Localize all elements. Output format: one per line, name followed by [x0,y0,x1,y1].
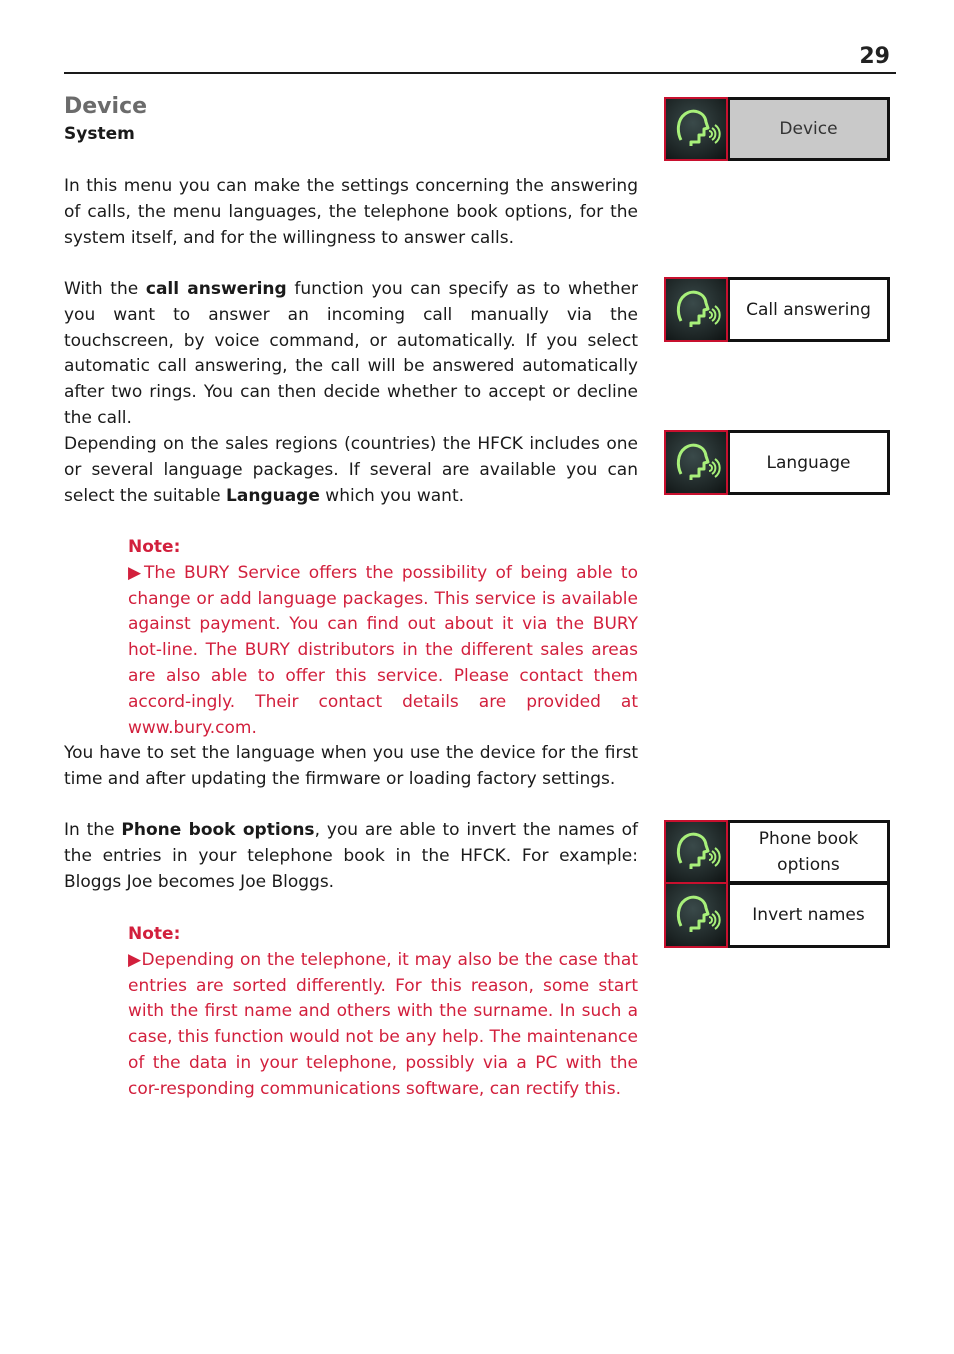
voice-command-head-icon [664,277,728,342]
invert-names-button[interactable] [664,882,890,948]
call-answering-button-label: Call answering [728,277,890,342]
language-paragraph: Depending on the sales regions (countries) the HFCK includes one or several language packages. If several are available you can select the suitable Language which you want. [64,434,638,506]
note-label: Note: [128,537,181,557]
phone-book-label-line1: Phone book [758,829,859,849]
language-button[interactable] [664,430,890,495]
voice-command-head-icon [664,430,728,495]
header-rule [64,72,896,74]
call-answering-button[interactable] [664,277,890,342]
note-text: ▶Depending on the telephone, it may also be the case that entries are sorted differently. For this reason, some start with the first name and others with the surname. In such a case, this function would not be any help. The maintenance of the data in your telephone, possibly via a PC with the cor-responding communications software, can rectify this. [128,949,638,1099]
call-answering-paragraph: With the call answering function you can specify as to whether you want to answer an incoming call manually via the touchscreen, by voice command, or automatically. If you select automatic call answering, the call will be answered automatically after two rings. You can then decide whether to accept or decline the call. [64,279,638,428]
device-button[interactable] [664,97,890,161]
intro-paragraph: In this menu you can make the settings concerning the answering of calls, the menu languages, the telephone book options, for the system itself, and for the willingness to answer calls. [64,176,638,248]
first-time-language-paragraph: You have to set the language when you use the device for the first time and after updating the firmware or loading factory settings. [64,743,638,789]
page-title: Device [64,94,148,119]
phone-book-options-button-label [728,820,890,884]
language-button-label: Language [728,430,890,495]
voice-command-head-icon [664,820,728,884]
voice-command-head-icon [664,882,728,948]
phone-book-label-line2: options [777,855,840,875]
page-number: 29 [859,44,890,69]
phone-book-options-button[interactable] [664,820,890,884]
device-button-label: Device [728,97,890,161]
note-label: Note: [128,924,181,944]
note-language-service [128,535,638,741]
voice-command-head-icon [664,97,728,161]
note-text: ▶The BURY Service offers the possibility of being able to change or add language packages. This service is available against payment. You can find out about it via the BURY hot-line. The BURY distributors in the different sales areas are also able to offer this service. Please contact them accord-ingly. Their contact details are provided at www.bury.com. [128,562,638,738]
phone-book-paragraph: In the Phone book options, you are able to invert the names of the entries in your telephone book in the HFCK. For example: Bloggs Joe becomes Joe Bloggs. [64,820,639,892]
invert-names-button-label: Invert names [728,882,890,948]
section-subtitle: System [64,124,135,144]
note-sorting [128,922,638,1103]
